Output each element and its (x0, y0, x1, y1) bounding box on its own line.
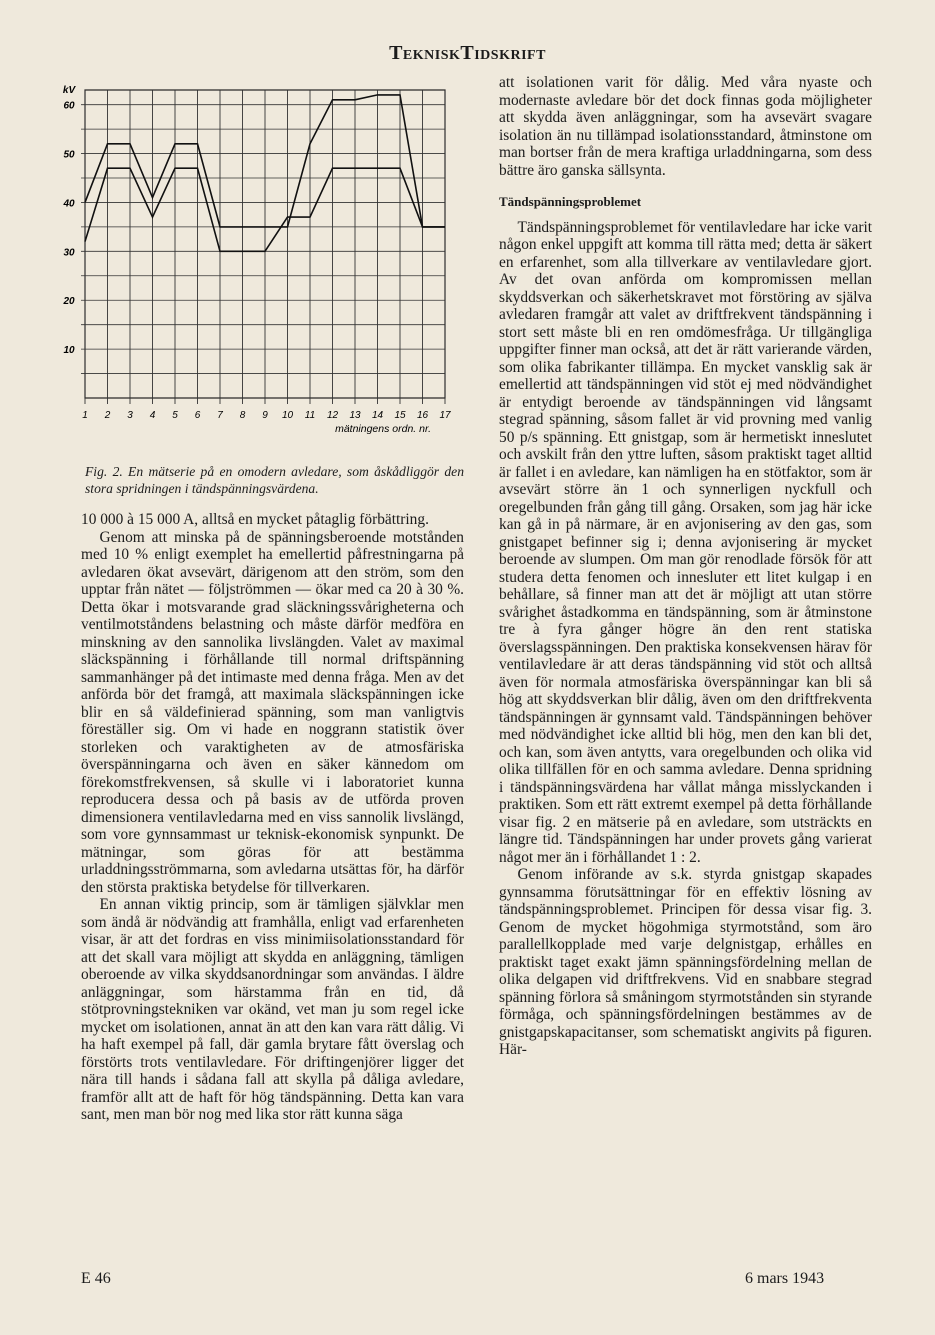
x-tick-label: 10 (281, 410, 294, 421)
right-paragraph-1: att isolationen varit för dålig. Med våra nyaste och modernaste avledare bör det dock finnas goda möjligheter att skydda även anläggningar, som ha avsevärt svagare isolation än nu tillämpad isolationsstandard, åtminstone om man bortser från de mera kraftiga urladdningarna, som dess bättre äro ganska sällsynta. (499, 74, 872, 179)
x-tick-label: 12 (326, 410, 339, 421)
left-column (63, 74, 464, 1124)
figure-2-chart (63, 74, 463, 459)
x-axis-label: mätningens ordn. nr. (335, 423, 431, 435)
y-tick-label: 50 (63, 149, 75, 161)
issue-date: 6 mars 1943 (745, 1270, 825, 1287)
left-paragraph-3: En annan viktig princip, som är tämligen självklar men som ändå är nödvändig att framhålla, enligt vad erfarenheten visar, är att det fordras en viss minimiisolationsstandard för att det skall vara möjligt att skydda en anläggning, tämligen oberoende av vilka skyddsanordningar som användas. I äldre anläggningar, som härstamma från en tid, då stötprovningstekniken var okänd, vet man ju som regel icke mycket om isolationen, annat än att den kan vara rätt dålig. Vi ha haft exempel på fall, där gamla brytare fått överslag och förstörts trots ventilavledare. För driftingenjörer ligger det nära till hands i sådana fall att skylla på dåliga avledare, framför allt att de haft för hög tändspänning. Detta kan vara sant, men man bör nog med lika stor rätt kunna säga (81, 896, 464, 1123)
y-tick-label: 40 (63, 198, 75, 210)
right-paragraph-3: Genom införande av s.k. styrda gnistgap skapades gynnsamma förutsättningar för en effektiv lösning av tändspänningsproblemet. Principen för dessa visar fig. 3. Genom de mycket högohmiga styrmotstånd, som äro parallellkopplade med varje delgnistgap, erhålles en praktiskt taget exakt jämn spänningsfördelning mellan de olika delgapen vid driftfrekvens. Vid en snabbare stegrad spänning förlora så småningom styrmotstånden sin styrande förmåga, och spänningsfördelningen bestämmes av de gnistgapskapacitanser, som schematiskt angivits på figuren. Här- (499, 866, 872, 1058)
x-tick-label: 13 (349, 410, 361, 421)
x-tick-label: 14 (371, 410, 384, 421)
x-tick-label: 6 (194, 410, 201, 421)
x-tick-label: 1 (82, 410, 88, 421)
x-tick-label: 16 (416, 410, 429, 421)
y-tick-label: 30 (63, 247, 75, 259)
x-tick-label: 7 (217, 410, 223, 421)
x-tick-label: 5 (172, 410, 178, 421)
x-tick-label: 15 (394, 410, 406, 421)
y-axis-label: kV (63, 85, 76, 96)
chart-svg (63, 74, 463, 459)
page-number: E 46 (81, 1270, 111, 1287)
right-paragraph-2: Tändspänningsproblemet för ventilavledare har icke varit någon enkel uppgift att komma till rätta med; detta är säkert en erfarenhet, som alla tillverkare av ventilavledare gjort. Av det ovan anförda om kompromissen mellan skyddsverkan och säkerhetskravet mot förstöring av själva avledaren framgår att valet av driftfrekvent tändspänning i stort sett måste bli en ren omdömesfråga. Ur tillgängliga uppgifter finner man också, att det är rätt varierande värden, som olika fabrikanter tillämpa. En mycket vansklig sak är emellertid att tändspänningen vid stöt ej med nödvändighet är entydigt beroende av tändspänningen vid långsamt stegrad spänning, såsom fallet är vid provning med vanlig 50 p/s spänning. Ett gnistgap, som är hermetiskt inneslutet och avskilt från den yttre luften, såsom praktiskt taget alltid är fallet i en avledare, kan nämligen ha en stötfaktor, som är avsevärt större än 1 och synnerligen nyckfull och oregelbunden från gång till gång. Orsaken, som jag här icke kan gå in på närmare, är en avjonisering av den gas, som gnistgapet befinner sig i; denna avjonisering är mycket beroende av slumpen. Om man gör renodlade försök för att studera detta fenomen och innesluter ett litet kulgap i en behållare, så finner man att det är möjligt att utan större svårighet åstadkomma en tändspänning, som är åtminstone tre à fyra gånger högre än den rent statiska överslagsspänningen. Den praktiska konsekvensen härav för ventilavledare är att deras tändspänning vid stöt och alltså även för normala atmosfäriska överspänningar kan bli så hög att skyddsverkan blir dålig, även om den driftfrekventa tändspänningen är gynnsamt vald. Tändspänningen behöver med nödvändighet icke alltid bli hög, men den kan bli det, och kan, som även antytts, vara oregelbunden och olika vid olika tillfällen för en och samma avledare. Denna spridning i tändspänningsvärdena har vållat många misslyckanden i praktiken. Som ett rätt extremt exempel på detta förhållande visar fig. 2 en mätserie på en avledare, som utsträckts en längre tid. Tändspänningen har under provets gång varierat något mer än i förhållandet 1 : 2. (499, 218, 872, 866)
figure-caption: Fig. 2. En mätserie på en omodern avledare, som åskådliggör den stora spridningen i tändspänningsvärdena. (85, 464, 464, 496)
x-tick-label: 4 (149, 410, 156, 421)
x-tick-label: 11 (304, 410, 316, 421)
x-tick-label: 17 (439, 410, 451, 421)
x-tick-label: 8 (239, 410, 246, 421)
x-tick-label: 2 (104, 410, 111, 421)
left-paragraph-1: 10 000 à 15 000 A, alltså en mycket påtaglig förbättring. (81, 511, 429, 528)
y-tick-label: 60 (63, 100, 75, 112)
section-heading: Tändspänningsproblemet (499, 194, 642, 209)
left-paragraph-2: Genom att minska på de spänningsberoende motstånden med 10 % enligt exemplet ha emellertid påfrestningarna på avledaren ökat avsevärt, därigenom att den ström, som den upptar från nätet — följströmmen — ökar med ca 20 à 30 %. Detta ökar i motsvarande grad släckningssvårigheterna och ventilmotståndens belastning och måste därför medföra en minskning av den sannolika livslängden. Valet av maximal släckspänning i förhållande till normal driftspänning sammanhänger på det intimaste med denna fråga. Men av det anförda bör det framgå, att maximala släckspänningen icke blir en så väldefinierad spänning, som man vanligtvis föreställer sig. Om vi hade en noggrann statistik över storleken och varaktigheten av de atmosfäriska överspänningarna och även en säker kännedom om förekomstfrekvensen, så skulle vi i laboratoriet kunna reproducera dessa och på basis av de utförda proven dimensionera ventilavledarna med en viss sannolik livslängd, som vore gynnsammast ur teknisk-ekonomisk synpunkt. De mätningar, som göras för att bestämma urladdningsströmmarna, som avledarna utsättas för, ha därför den största praktiska betydelse för tillverkaren. (81, 528, 464, 896)
masthead-word-2: Tidskrift (460, 42, 546, 64)
y-tick-label: 20 (63, 296, 75, 308)
right-column (499, 74, 872, 1059)
y-tick-label: 10 (63, 345, 75, 357)
journal-masthead (0, 42, 935, 65)
masthead-word-1: Teknisk (389, 42, 461, 64)
x-tick-label: 3 (127, 410, 133, 421)
x-tick-label: 9 (262, 410, 268, 421)
